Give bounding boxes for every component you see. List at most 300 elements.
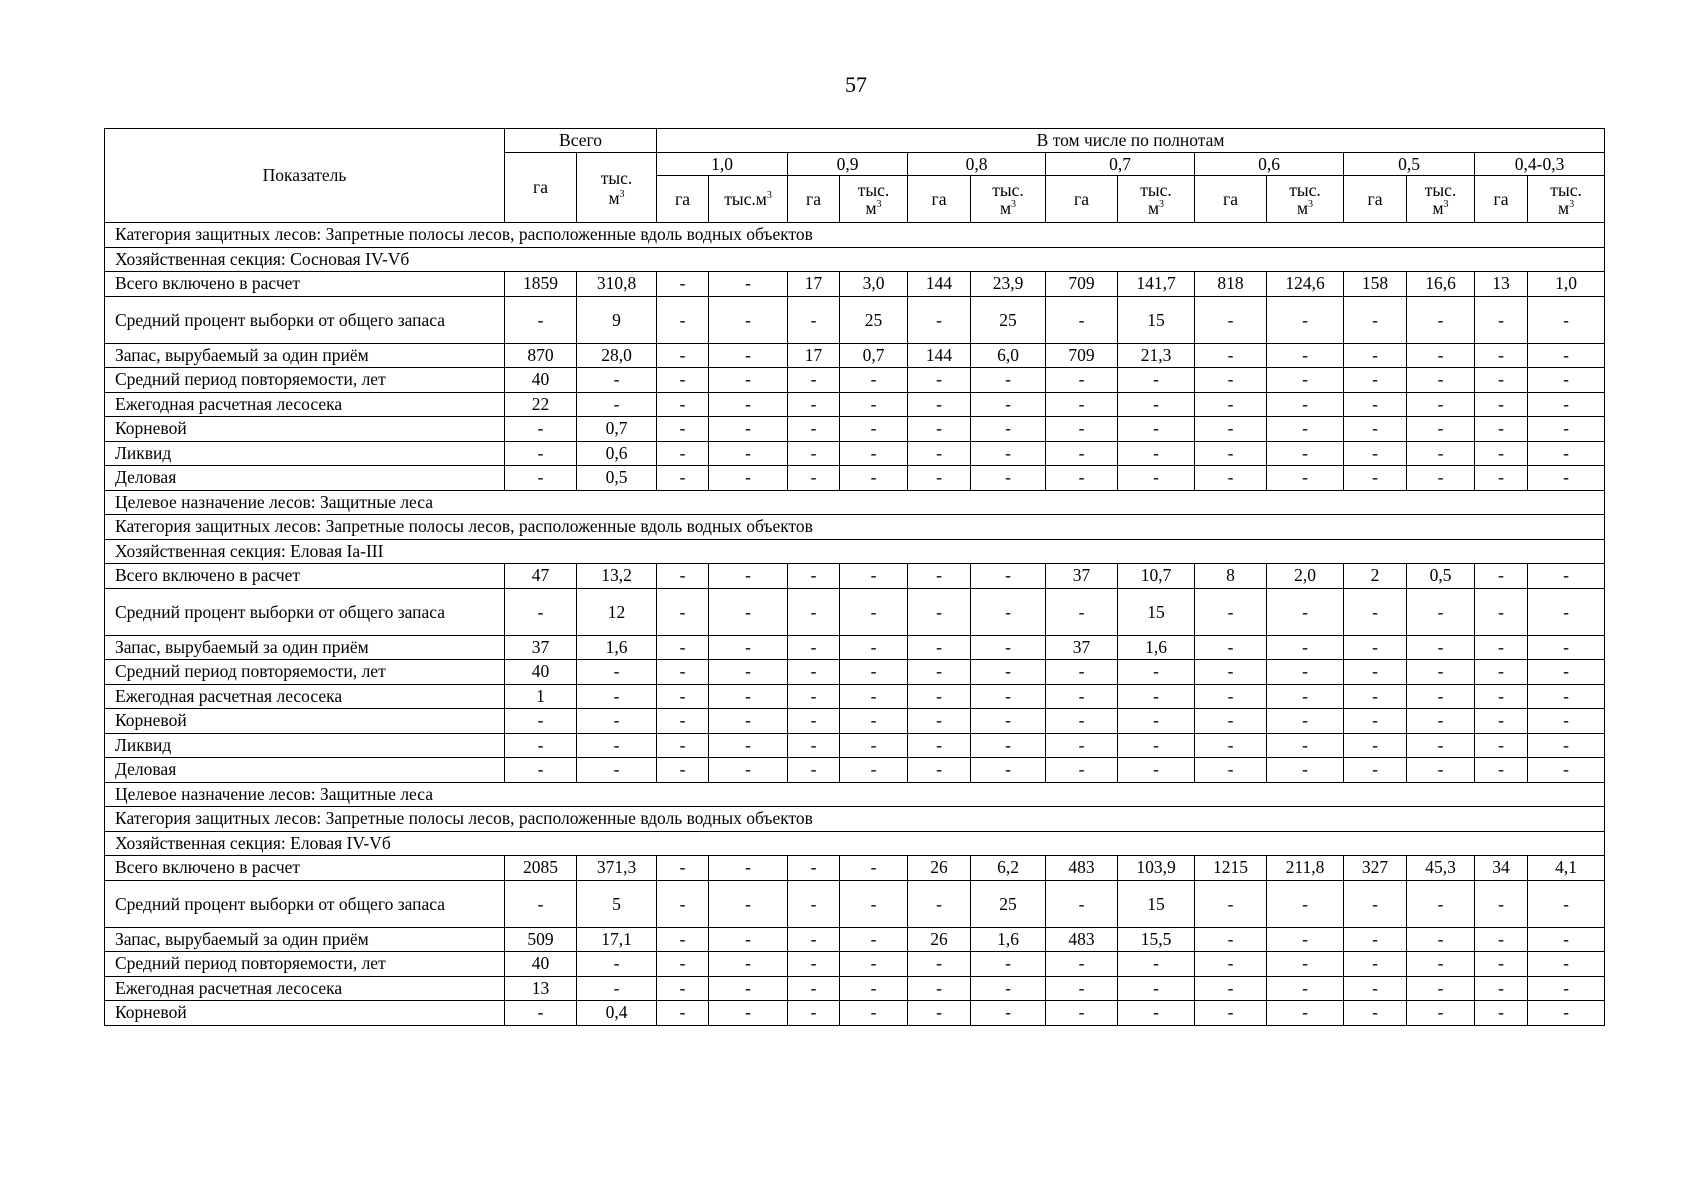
unit-tys-m3: $тыс.м^3$ bbox=[724, 189, 772, 209]
table-cell: - bbox=[1267, 684, 1344, 709]
table-cell: - bbox=[657, 684, 709, 709]
table-cell: - bbox=[1046, 733, 1118, 758]
table-cell: - bbox=[709, 927, 788, 952]
table-cell: - bbox=[1195, 343, 1267, 368]
table-cell: - bbox=[1407, 392, 1475, 417]
table-cell: - bbox=[709, 417, 788, 442]
table-cell: 1,6 bbox=[1118, 635, 1195, 660]
table-cell: - bbox=[1267, 417, 1344, 442]
page-number: 57 bbox=[845, 72, 867, 97]
table-cell: - bbox=[577, 392, 657, 417]
table-cell: - bbox=[1407, 927, 1475, 952]
header-density: 0,5 bbox=[1344, 153, 1475, 176]
table-cell: 22 bbox=[505, 392, 577, 417]
table-cell: - bbox=[840, 709, 908, 734]
table-row bbox=[105, 392, 1605, 417]
row-label: Ликвид bbox=[105, 441, 505, 466]
table-cell: - bbox=[1344, 588, 1407, 635]
table-cell: 483 bbox=[1046, 927, 1118, 952]
table-cell: 1859 bbox=[505, 272, 577, 297]
table-cell: - bbox=[1528, 758, 1605, 783]
table-cell: - bbox=[1046, 880, 1118, 927]
table-cell: 17 bbox=[788, 272, 840, 297]
table-cell: - bbox=[505, 466, 577, 491]
table-cell: - bbox=[1344, 368, 1407, 393]
table-cell: - bbox=[709, 296, 788, 343]
table-row bbox=[105, 660, 1605, 685]
row-label: Ежегодная расчетная лесосека bbox=[105, 392, 505, 417]
table-cell: - bbox=[657, 564, 709, 589]
table-row bbox=[105, 296, 1605, 343]
table-cell: - bbox=[1344, 952, 1407, 977]
table-cell: - bbox=[971, 758, 1046, 783]
table-cell: - bbox=[657, 856, 709, 881]
table-cell: - bbox=[1528, 880, 1605, 927]
table-row bbox=[105, 564, 1605, 589]
table-cell: - bbox=[788, 417, 840, 442]
table-cell: - bbox=[577, 952, 657, 977]
table-cell: - bbox=[1528, 588, 1605, 635]
table-cell: - bbox=[1046, 392, 1118, 417]
table-cell: - bbox=[840, 1001, 908, 1026]
table-cell: - bbox=[1195, 976, 1267, 1001]
table-cell: - bbox=[657, 588, 709, 635]
table-cell: - bbox=[1195, 880, 1267, 927]
table-cell: 45,3 bbox=[1407, 856, 1475, 881]
row-label: Ежегодная расчетная лесосека bbox=[105, 684, 505, 709]
table-cell: 13,2 bbox=[577, 564, 657, 589]
table-cell: 17,1 bbox=[577, 927, 657, 952]
table-cell: - bbox=[840, 564, 908, 589]
table-cell: - bbox=[1475, 684, 1528, 709]
table-cell: - bbox=[908, 880, 971, 927]
table-cell: - bbox=[1118, 976, 1195, 1001]
table-cell: - bbox=[709, 392, 788, 417]
section-heading: Хозяйственная секция: Еловая IV-Vб bbox=[105, 831, 1605, 856]
table-cell: - bbox=[1344, 343, 1407, 368]
table-cell: - bbox=[1267, 392, 1344, 417]
table-cell: - bbox=[908, 952, 971, 977]
table-cell: 870 bbox=[505, 343, 577, 368]
table-cell: - bbox=[840, 441, 908, 466]
table-cell: 40 bbox=[505, 952, 577, 977]
table-cell: - bbox=[1407, 733, 1475, 758]
table-cell: - bbox=[1046, 417, 1118, 442]
table-cell: - bbox=[1046, 709, 1118, 734]
table-cell: - bbox=[1195, 441, 1267, 466]
table-cell: - bbox=[788, 927, 840, 952]
table-cell: - bbox=[505, 758, 577, 783]
header-density: 0,9 bbox=[788, 153, 908, 176]
table-cell: - bbox=[709, 758, 788, 783]
table-cell: - bbox=[657, 368, 709, 393]
table-cell: - bbox=[1267, 709, 1344, 734]
unit-tys: тыс. bbox=[1424, 180, 1457, 200]
table-cell: - bbox=[1528, 368, 1605, 393]
header-unit-ha: га bbox=[657, 176, 709, 223]
table-cell: - bbox=[709, 684, 788, 709]
table-cell: - bbox=[1528, 466, 1605, 491]
header-unit-volume bbox=[1407, 176, 1475, 223]
section-row bbox=[105, 247, 1605, 272]
table-cell: - bbox=[840, 758, 908, 783]
table-cell: - bbox=[908, 635, 971, 660]
table-cell: - bbox=[1475, 588, 1528, 635]
table-cell: - bbox=[1528, 564, 1605, 589]
table-cell: - bbox=[1046, 441, 1118, 466]
table-cell: - bbox=[657, 1001, 709, 1026]
table-cell: - bbox=[1344, 417, 1407, 442]
unit-m3: $м^3$ bbox=[1432, 198, 1449, 218]
table-cell: 15 bbox=[1118, 880, 1195, 927]
table-cell: - bbox=[1344, 709, 1407, 734]
table-cell: - bbox=[1344, 392, 1407, 417]
table-cell: - bbox=[1118, 733, 1195, 758]
table-cell: - bbox=[840, 927, 908, 952]
table-cell: 509 bbox=[505, 927, 577, 952]
table-row bbox=[105, 684, 1605, 709]
table-cell: - bbox=[1046, 952, 1118, 977]
table-cell: - bbox=[1344, 441, 1407, 466]
table-cell: - bbox=[1118, 441, 1195, 466]
table-cell: - bbox=[657, 441, 709, 466]
table-cell: - bbox=[908, 564, 971, 589]
table-cell: - bbox=[657, 660, 709, 685]
table-cell: - bbox=[971, 952, 1046, 977]
table-row bbox=[105, 441, 1605, 466]
header-density: 0,4-0,3 bbox=[1475, 153, 1605, 176]
table-cell: 37 bbox=[1046, 635, 1118, 660]
row-label: Ликвид bbox=[105, 733, 505, 758]
table-cell: 141,7 bbox=[1118, 272, 1195, 297]
table-cell: - bbox=[657, 392, 709, 417]
table-cell: - bbox=[840, 856, 908, 881]
table-cell: - bbox=[709, 709, 788, 734]
table-cell: 10,7 bbox=[1118, 564, 1195, 589]
table-cell: - bbox=[1344, 880, 1407, 927]
table-cell: 13 bbox=[1475, 272, 1528, 297]
table-cell: - bbox=[1528, 733, 1605, 758]
table-cell: 327 bbox=[1344, 856, 1407, 881]
table-cell: - bbox=[908, 441, 971, 466]
header-unit-volume bbox=[709, 176, 788, 223]
table-cell: - bbox=[1046, 368, 1118, 393]
table-cell: - bbox=[1195, 758, 1267, 783]
table-cell: - bbox=[1195, 635, 1267, 660]
table-cell: - bbox=[1046, 684, 1118, 709]
table-cell: - bbox=[1528, 709, 1605, 734]
table-cell: 709 bbox=[1046, 343, 1118, 368]
table-cell: - bbox=[709, 880, 788, 927]
table-cell: - bbox=[788, 392, 840, 417]
header-density: 0,7 bbox=[1046, 153, 1195, 176]
header-unit-ha: га bbox=[1344, 176, 1407, 223]
table-cell: - bbox=[1528, 392, 1605, 417]
table-cell: 1215 bbox=[1195, 856, 1267, 881]
table-cell: - bbox=[1195, 927, 1267, 952]
table-row bbox=[105, 758, 1605, 783]
table-cell: - bbox=[1046, 1001, 1118, 1026]
header-unit-ha: га bbox=[908, 176, 971, 223]
table-cell: - bbox=[788, 588, 840, 635]
table-cell: - bbox=[1118, 466, 1195, 491]
table-cell: - bbox=[1118, 1001, 1195, 1026]
table-cell: 21,3 bbox=[1118, 343, 1195, 368]
table-row bbox=[105, 272, 1605, 297]
table-cell: - bbox=[908, 684, 971, 709]
table-cell: - bbox=[709, 856, 788, 881]
header-unit-volume bbox=[1528, 176, 1605, 223]
row-label: Всего включено в расчет bbox=[105, 856, 505, 881]
table-cell: - bbox=[1475, 927, 1528, 952]
table-cell: 158 bbox=[1344, 272, 1407, 297]
header-unit-volume bbox=[1267, 176, 1344, 223]
unit-tys: тыс. bbox=[857, 180, 890, 200]
table-cell: - bbox=[1475, 709, 1528, 734]
table-cell: - bbox=[840, 417, 908, 442]
table-row bbox=[105, 927, 1605, 952]
table-cell: - bbox=[1195, 466, 1267, 491]
table-cell: - bbox=[1118, 709, 1195, 734]
table-cell: - bbox=[1407, 588, 1475, 635]
header-including: В том числе по полнотам bbox=[657, 129, 1605, 153]
table-cell: - bbox=[1475, 564, 1528, 589]
section-heading: Категория защитных лесов: Запретные полосы лесов, расположенные вдоль водных объектов bbox=[105, 807, 1605, 832]
table-cell: - bbox=[1475, 952, 1528, 977]
table-cell: - bbox=[1195, 417, 1267, 442]
table-cell: 3,0 bbox=[840, 272, 908, 297]
table-cell: - bbox=[1407, 441, 1475, 466]
table-cell: 25 bbox=[971, 296, 1046, 343]
table-row bbox=[105, 588, 1605, 635]
table-cell: - bbox=[1528, 927, 1605, 952]
table-cell: - bbox=[709, 343, 788, 368]
table-cell: - bbox=[1407, 466, 1475, 491]
table-cell: 818 bbox=[1195, 272, 1267, 297]
unit-m3: $м^3$ bbox=[1296, 198, 1314, 218]
table-cell: - bbox=[908, 976, 971, 1001]
table-cell: 25 bbox=[840, 296, 908, 343]
table-cell: 37 bbox=[1046, 564, 1118, 589]
table-cell: 4,1 bbox=[1528, 856, 1605, 881]
table-cell: - bbox=[709, 952, 788, 977]
table-cell: - bbox=[1118, 392, 1195, 417]
table-cell: - bbox=[1407, 952, 1475, 977]
section-heading: Категория защитных лесов: Запретные полосы лесов, расположенные вдоль водных объектов bbox=[105, 515, 1605, 540]
header-unit-volume bbox=[971, 176, 1046, 223]
section-heading: Целевое назначение лесов: Защитные леса bbox=[105, 490, 1605, 515]
table-cell: 0,6 bbox=[577, 441, 657, 466]
table-cell: - bbox=[1475, 368, 1528, 393]
table-cell: - bbox=[1475, 296, 1528, 343]
table-cell: - bbox=[1046, 660, 1118, 685]
table-cell: 1,6 bbox=[971, 927, 1046, 952]
table-cell: - bbox=[1195, 684, 1267, 709]
table-cell: - bbox=[1118, 660, 1195, 685]
section-row bbox=[105, 831, 1605, 856]
unit-tys: тыс. bbox=[1289, 180, 1321, 200]
table-cell: - bbox=[788, 733, 840, 758]
table-cell: - bbox=[1267, 927, 1344, 952]
table-cell: - bbox=[1344, 927, 1407, 952]
table-cell: - bbox=[1407, 709, 1475, 734]
table-cell: 0,7 bbox=[577, 417, 657, 442]
section-row bbox=[105, 515, 1605, 540]
table-cell: 2 bbox=[1344, 564, 1407, 589]
table-cell: 15 bbox=[1118, 588, 1195, 635]
table-cell: - bbox=[657, 733, 709, 758]
table-cell: - bbox=[1267, 976, 1344, 1001]
table-cell: - bbox=[1407, 296, 1475, 343]
table-cell: - bbox=[1046, 466, 1118, 491]
header-total-ha: га bbox=[505, 153, 577, 223]
table-cell: - bbox=[1046, 588, 1118, 635]
row-label: Средний период повторяемости, лет bbox=[105, 368, 505, 393]
table-cell: - bbox=[788, 684, 840, 709]
table-cell: - bbox=[1344, 296, 1407, 343]
table-cell: 1,6 bbox=[577, 635, 657, 660]
table-cell: - bbox=[1475, 417, 1528, 442]
table-cell: - bbox=[709, 660, 788, 685]
table-cell: - bbox=[1267, 466, 1344, 491]
row-label: Средний процент выборки от общего запаса bbox=[105, 880, 505, 927]
table-cell: - bbox=[1407, 1001, 1475, 1026]
table-cell: - bbox=[505, 733, 577, 758]
table-cell: - bbox=[1407, 343, 1475, 368]
table-cell: 25 bbox=[971, 880, 1046, 927]
header-total: Всего bbox=[505, 129, 657, 153]
table-cell: - bbox=[1528, 441, 1605, 466]
table-cell: 0,4 bbox=[577, 1001, 657, 1026]
table-cell: - bbox=[1118, 417, 1195, 442]
table-cell: - bbox=[657, 927, 709, 952]
table-cell: - bbox=[1118, 368, 1195, 393]
table-cell: - bbox=[788, 976, 840, 1001]
table-cell: - bbox=[840, 588, 908, 635]
table-row bbox=[105, 466, 1605, 491]
table-cell: - bbox=[1528, 417, 1605, 442]
table-cell: - bbox=[1046, 296, 1118, 343]
table-cell: - bbox=[788, 564, 840, 589]
table-cell: - bbox=[788, 660, 840, 685]
table-row bbox=[105, 1001, 1605, 1026]
table-cell: - bbox=[1195, 709, 1267, 734]
table-cell: 16,6 bbox=[1407, 272, 1475, 297]
table-cell: - bbox=[1267, 660, 1344, 685]
row-label: Запас, вырубаемый за один приём bbox=[105, 635, 505, 660]
table-cell: - bbox=[788, 368, 840, 393]
row-label: Корневой bbox=[105, 709, 505, 734]
table-cell: - bbox=[1267, 588, 1344, 635]
table-cell: - bbox=[908, 368, 971, 393]
table-cell: - bbox=[1528, 635, 1605, 660]
table-cell: - bbox=[1267, 758, 1344, 783]
table-cell: 17 bbox=[788, 343, 840, 368]
table-cell: - bbox=[840, 368, 908, 393]
table-cell: 709 bbox=[1046, 272, 1118, 297]
table-cell: - bbox=[1267, 880, 1344, 927]
table-cell: - bbox=[1407, 635, 1475, 660]
table-cell: - bbox=[709, 635, 788, 660]
table-cell: - bbox=[788, 709, 840, 734]
table-cell: 0,5 bbox=[577, 466, 657, 491]
table-cell: 144 bbox=[908, 343, 971, 368]
table-cell: - bbox=[908, 660, 971, 685]
table-cell: - bbox=[788, 1001, 840, 1026]
table-cell: - bbox=[971, 1001, 1046, 1026]
table-cell: - bbox=[657, 952, 709, 977]
table-cell: - bbox=[1475, 880, 1528, 927]
table-cell: - bbox=[1475, 976, 1528, 1001]
table-cell: - bbox=[1475, 441, 1528, 466]
table-cell: - bbox=[1528, 1001, 1605, 1026]
table-cell: - bbox=[788, 758, 840, 783]
table-cell: - bbox=[1407, 880, 1475, 927]
table-cell: - bbox=[505, 417, 577, 442]
table-cell: - bbox=[971, 368, 1046, 393]
table-cell: - bbox=[1407, 368, 1475, 393]
table-cell: 144 bbox=[908, 272, 971, 297]
table-cell: - bbox=[1118, 684, 1195, 709]
table-cell: - bbox=[840, 660, 908, 685]
table-cell: - bbox=[971, 466, 1046, 491]
table-cell: - bbox=[709, 368, 788, 393]
table-cell: - bbox=[657, 466, 709, 491]
header-unit-ha: га bbox=[788, 176, 840, 223]
table-cell: 8 bbox=[1195, 564, 1267, 589]
table-cell: - bbox=[1195, 733, 1267, 758]
table-cell: 483 bbox=[1046, 856, 1118, 881]
table-cell: - bbox=[577, 709, 657, 734]
row-label: Деловая bbox=[105, 758, 505, 783]
table-cell: - bbox=[657, 758, 709, 783]
table-cell: - bbox=[657, 417, 709, 442]
table-cell: - bbox=[840, 733, 908, 758]
table-cell: 23,9 bbox=[971, 272, 1046, 297]
table-cell: - bbox=[657, 976, 709, 1001]
table-cell: - bbox=[1475, 758, 1528, 783]
table-cell: - bbox=[788, 466, 840, 491]
table-cell: - bbox=[1344, 733, 1407, 758]
table-cell: 47 bbox=[505, 564, 577, 589]
table-cell: - bbox=[505, 588, 577, 635]
unit-m3: $м^3$ bbox=[608, 187, 625, 208]
table-cell: 103,9 bbox=[1118, 856, 1195, 881]
table-cell: - bbox=[840, 392, 908, 417]
table-cell: - bbox=[1267, 343, 1344, 368]
table-cell: - bbox=[577, 758, 657, 783]
unit-m3: $м^3$ bbox=[999, 198, 1017, 218]
section-heading: Хозяйственная секция: Еловая Ia-III bbox=[105, 539, 1605, 564]
table-cell: - bbox=[709, 441, 788, 466]
table-cell: - bbox=[1475, 343, 1528, 368]
table-cell: - bbox=[908, 1001, 971, 1026]
row-label: Корневой bbox=[105, 1001, 505, 1026]
table-cell: - bbox=[709, 466, 788, 491]
row-label: Средний период повторяемости, лет bbox=[105, 660, 505, 685]
unit-m3: $м^3$ bbox=[1558, 198, 1575, 218]
section-row bbox=[105, 782, 1605, 807]
section-row bbox=[105, 539, 1605, 564]
table-cell: - bbox=[971, 441, 1046, 466]
table-cell: - bbox=[709, 588, 788, 635]
table-cell: - bbox=[971, 392, 1046, 417]
table-cell: - bbox=[840, 880, 908, 927]
table-cell: - bbox=[788, 296, 840, 343]
table-row bbox=[105, 976, 1605, 1001]
section-heading: Хозяйственная секция: Сосновая IV-Vб bbox=[105, 247, 1605, 272]
table-cell: - bbox=[840, 466, 908, 491]
